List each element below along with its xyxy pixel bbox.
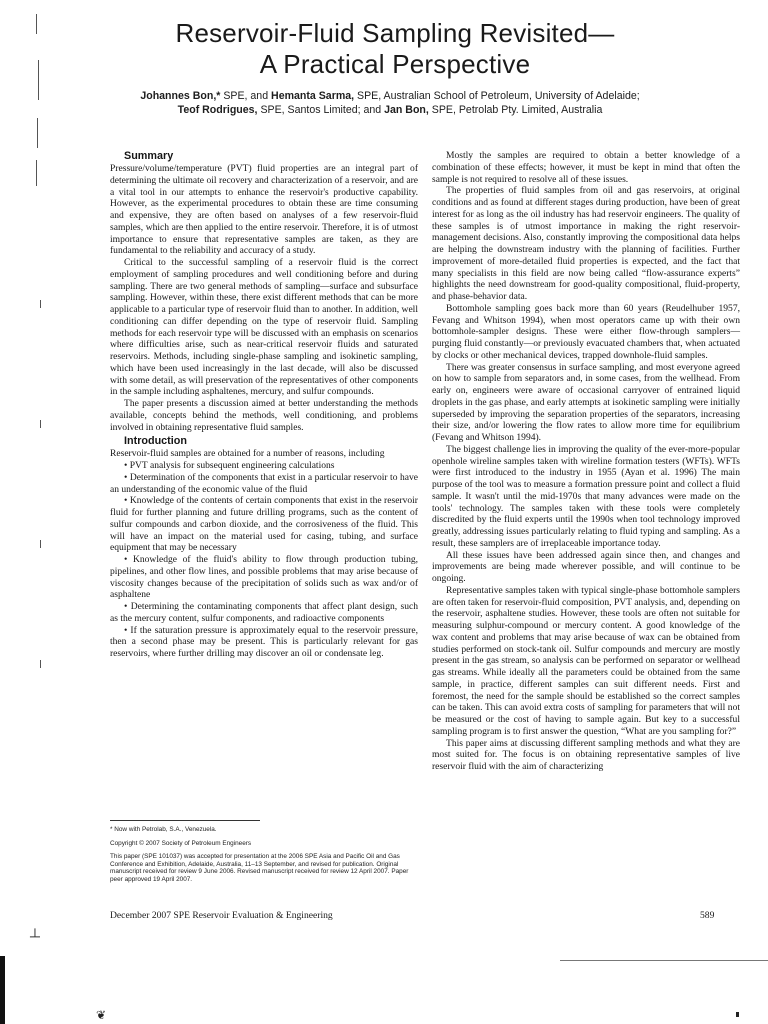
page-number: 589 xyxy=(700,910,715,921)
scan-margin-mark xyxy=(37,118,38,148)
paper-title xyxy=(110,18,680,80)
bullet-item: • Knowledge of the contents of certain components that exist in the reservoir fluid for further planning and future drilling programs, such as the content of sulfur compounds and carbon dioxide, and the corrosiveness of the fluid. This will have an impact on the material used for casing, tubing, and surface equipment that may be necessary xyxy=(110,495,418,554)
summary-paragraph: The paper presents a discussion aimed at better understanding the methods available, concepts behind the methods, well conditioning, and problems involved in obtaining representative fluid samples. xyxy=(110,398,418,433)
scan-edge-bar xyxy=(0,956,5,1024)
scan-bottom-rule xyxy=(560,960,768,961)
author-line-1 xyxy=(110,89,670,103)
bullet-item: • PVT analysis for subsequent engineering calculations xyxy=(124,460,335,471)
author-line-2 xyxy=(110,103,670,117)
scan-corner-mark: ┴ xyxy=(30,930,40,945)
introduction-paragraph: Reservoir-fluid samples are obtained for a number of reasons, including xyxy=(110,448,385,460)
body-paragraph: This paper aims at discussing different sampling methods and what they are most suited for. The focus is on obtaining representative samples of live reservoir fluid with the aim of characterizing xyxy=(432,737,740,772)
title-line-1: Reservoir-Fluid Sampling Revisited— xyxy=(175,18,615,48)
scan-margin-mark xyxy=(40,540,41,548)
scan-margin-mark xyxy=(36,160,37,186)
summary-heading: Summary xyxy=(124,150,174,162)
left-column xyxy=(110,150,418,660)
body-paragraph: All these issues have been addressed again since then, and changes and improvements are being made wherever possible, and will continue to be ongoing. xyxy=(432,549,740,584)
footnote-rule xyxy=(110,820,260,821)
summary-paragraph: Pressure/volume/temperature (PVT) fluid properties are an integral part of determining the ultimate oil recovery and characterization of a reservoir, and are a vital tool in our attempts to enhance the reservoir's productive capability. However, as the experimental procedures to obtain these are time consuming and expensive, they are often based on analyses of a few reservoir-fluid samples, which are then applied to the entire reservoir. Therefore, it is of utmost importance to ensure that representative samples are taken, as they are fundamental to the reliability and accuracy of a study. xyxy=(110,163,418,257)
body-paragraph: Representative samples taken with typical single-phase bottomhole samplers are often taken for reservoir-fluid composition, PVT analysis, and, depending on the reservoir, asphaltene studies. However, these tools are often not suitable for measuring sulphur-compound or mercury content. A good knowledge of the wax content and problems that may arise because of wax can be obtained from studies performed on stock-tank oil. Sulfur compounds and mercury are mostly present in the gas stream, so analysis can be performed on separator or wellhead gas streams. While ideally all the parameters could be obtained from the same sample, in practice, different samples can suit different needs. First and foremost, the need for the sample should be established so the correct samples can be taken. This can avoid extra costs of sampling for parameters that will not be measured or the cost of having to sample again. But key to a successful sampling program is to first answer the question, “What are you sampling for?” xyxy=(432,584,740,737)
author-name: Teof Rodrigues, xyxy=(177,104,258,116)
scan-dot xyxy=(736,1012,739,1017)
author-name: Hemanta Sarma, xyxy=(271,90,355,102)
title-line-2: A Practical Perspective xyxy=(259,49,531,79)
bullet-item: • If the saturation pressure is approximately equal to the reservoir pressure, then a second phase may be present. This is particularly relevant for gas reservoirs, where further drilling may discover an oil or condensate leg. xyxy=(110,624,418,659)
body-paragraph: The properties of fluid samples from oil and gas reservoirs, at original conditions and as found at different stages during production, have been of great interest for as long as the oil industry has had reservoir engineers. The quality of these samples is of utmost importance in making the right reservoir-management decisions. Also, constantly improving the compositional data helps are helping the downstream industry with the planning of facilities. Further improvement of more-detailed fluid properties is expected, and the fact that many specialists in this field are now being called “flow-assurance experts” highlights the need downstream for good-quality compositional, fluid-property, and phase-behavior data. xyxy=(432,185,740,302)
author-affiliation: SPE, and xyxy=(220,90,272,102)
scan-margin-mark xyxy=(40,420,41,428)
footnote-affiliation: * Now with Petrolab, S.A., Venezuela. xyxy=(110,826,217,833)
scan-margin-mark xyxy=(40,300,41,308)
body-paragraph: The biggest challenge lies in improving the quality of the ever-more-popular openhole wireline samples taken with wireline formation testers (WFTs). WFTs were first introduced to the industry in 1955 (Ayan et al. 1996) The main purpose of the tool was to measure a formation pressure point and collect a fluid sample. It wasn't until the mid-1970s that many advances were made on the tools' technology. The samples taken with these tools were completely discredited by the fluid experts until the 1990s when tool technology improved greatly, addressing issues particularly relating to fluid typing and sampling. As a result, these samplers are of irreplaceable importance today. xyxy=(432,443,740,549)
introduction-heading: Introduction xyxy=(124,435,187,448)
bullet-item: • Determination of the components that exist in a particular reservoir to have an understanding of the economic value of the fluid xyxy=(110,471,418,495)
scan-margin-mark xyxy=(36,14,37,34)
body-paragraph: Bottomhole sampling goes back more than 60 years (Reudelhuber 1957, Fevang and Whitson 1994), when most operators came up with their own bottomhole-sampler designs. These were either flow-through samplers—purging fluid constantly—or previously evacuated chambers that, when actuated by clocks or other mechanical devices, trapped downhole-fluid samples. xyxy=(432,302,740,361)
author-affiliation: SPE, Australian School of Petroleum, University of Adelaide; xyxy=(354,90,640,102)
author-name: Jan Bon, xyxy=(384,104,429,116)
right-column xyxy=(432,150,740,773)
author-affiliation: SPE, Petrolab Pty. Limited, Australia xyxy=(428,104,603,116)
summary-paragraph: Critical to the successful sampling of a reservoir fluid is the correct employment of sampling procedures and well conditioning before and during sampling. There are two general methods of sampling—surface and subsurface sampling. However, within these, there exist different methods that can be more applicable to a particular type of reservoir fluid than to another. In addition, well conditioning can differ depending on the type of reservoir fluid. Sampling methods for each reservoir type will be discussed with an emphasis on scenarios where difficulties arise, such as near-critical reservoir fluids and saturated reservoirs. Methods, including single-phase sampling and isokinetic sampling, which have been used increasingly in the last decade, will also be discussed with some detail, as will preservation of the representatives of other components in the sample including asphaltenes, mercury, and sulfur compounds. xyxy=(110,257,418,398)
body-paragraph: Mostly the samples are required to obtain a better knowledge of a combination of these effects; however, it must be kept in mind that often the sample is not required to resolve all of these issues. xyxy=(432,150,740,185)
scan-margin-mark xyxy=(38,60,39,100)
scan-smudge: ❦ xyxy=(96,1008,107,1022)
author-affiliation: SPE, Santos Limited; and xyxy=(257,104,385,116)
footnotes xyxy=(110,826,420,890)
bullet-item: • Knowledge of the fluid's ability to flow through production tubing, pipelines, and other flow lines, and possible problems that may arise because of viscosity changes because of the precipitation of solids such as wax and/or of asphaltene xyxy=(110,554,418,601)
journal-footer: December 2007 SPE Reservoir Evaluation & Engineering xyxy=(110,910,333,921)
author-block xyxy=(110,89,670,117)
author-name: Johannes Bon,* xyxy=(140,90,221,102)
scan-margin-mark xyxy=(40,660,41,668)
footnote-publication-note: This paper (SPE 101037) was accepted for presentation at the 2006 SPE Asia and Pacific Oil and Gas Conference and Exhibition, Adelaide, Australia, 11–13 September, and revised for publication. Original manuscript received for review 9 June 2006. Revised manuscript received for review 12 April 2007. Paper peer approved 19 April 2007. xyxy=(110,853,409,883)
footnote-copyright: Copyright © 2007 Society of Petroleum Engineers xyxy=(110,839,252,847)
body-paragraph: There was greater consensus in surface sampling, and most everyone agreed on how to sample from separators and, in some cases, from the wellhead. From early on, engineers were aware of occasional carryover of entrained liquid droplets in the gas phase, and early attempts at isokinetic sampling were initially superseded by improving the separation properties of the separators, increasing their size, and/or lowering the flow rates to allow more time for equilibrium (Fevang and Whitson 1994). xyxy=(432,361,740,443)
bullet-item: • Determining the contaminating components that affect plant design, such as the mercury content, sulfur components, and radioactive components xyxy=(110,601,418,624)
